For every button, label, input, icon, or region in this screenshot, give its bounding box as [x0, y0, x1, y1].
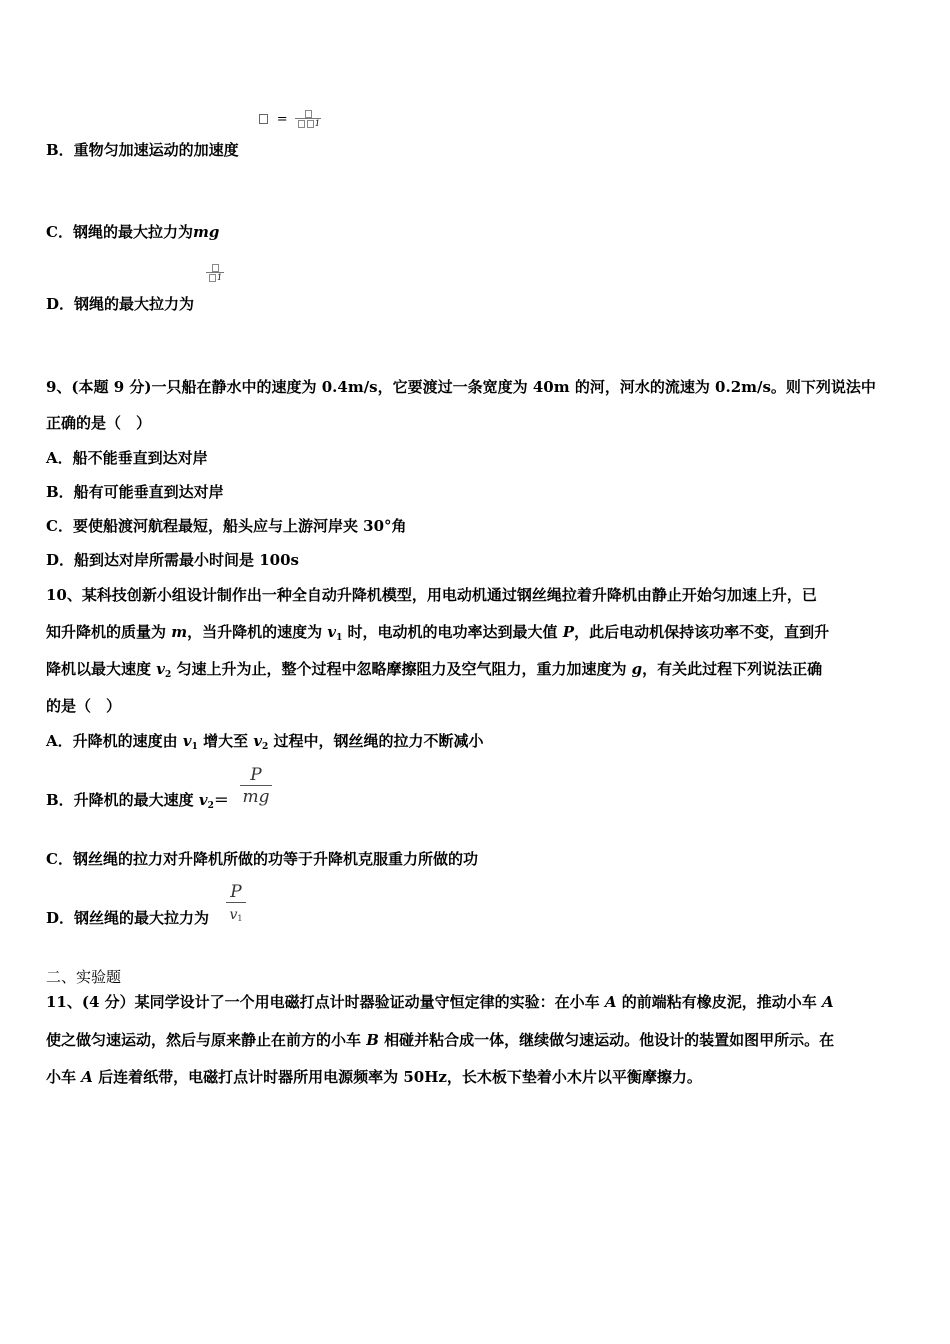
q11-stem-line1: 11、(4 分）某同学设计了一个用电磁打点计时器验证动量守恒定律的实验：在小车 A 的前端粘有橡皮泥，推动小车 A — [46, 993, 834, 1011]
q8-option-c: C．钢绳的最大拉力为mg — [46, 223, 220, 241]
formula-equals: = — [276, 111, 288, 127]
q8-option-d: D．钢绳的最大拉力为 — [46, 295, 195, 313]
q10-option-a: A．升降机的速度由 $v_1$ 增大至 $v_2$ 过程中，钢丝绳的拉力不断减小 — [46, 732, 484, 752]
q9-option-c: C．要使船渡河航程最短，船头应与上游河岸夹 30°角 — [46, 517, 407, 535]
q10-stem-line2: 知升降机的质量为 m，当升降机的速度为 $v_1$ 时，电动机的电功率达到最大值 P，此后电动机保持该功率不变，直到升 — [46, 623, 830, 643]
q10-option-d: D．钢丝绳的最大拉力为 — [46, 909, 210, 927]
var-mg: mg — [192, 223, 220, 241]
q9-stem-line2: 正确的是（ ） — [46, 414, 152, 432]
formula-p-over-mg: P mg — [240, 765, 272, 808]
q10-option-b: B．升降机的最大速度 $v_2=$ — [46, 791, 229, 811]
q9-option-a: A．船不能垂直到达对岸 — [46, 449, 208, 467]
formula-d-max-tension: 1 — [206, 262, 224, 283]
q8-option-b: B．重物匀加速运动的加速度 — [46, 141, 239, 159]
q11-stem-line3: 小车 A 后连着纸带，电磁打点计时器所用电源频率为 50Hz，长木板下垫着小木片以平衡摩擦力。 — [46, 1068, 702, 1086]
q10-stem-line4: 的是（ ） — [46, 697, 122, 715]
q9-option-d: D．船到达对岸所需最小时间是 100s — [46, 551, 299, 569]
q11-stem-line2: 使之做匀速运动，然后与原来静止在前方的小车 B 相碰并粘合成一体，继续做匀速运动。他设计的装置如图甲所示。在 — [46, 1031, 835, 1049]
q9-option-b: B．船有可能垂直到达对岸 — [46, 483, 224, 501]
formula-b-acceleration — [258, 108, 322, 129]
q9-stem-line1: 9、(本题 9 分)一只船在静水中的速度为 0.4m/s，它要渡过一条宽度为 40m 的河，河水的流速为 0.2m/s。则下列说法中 — [46, 378, 876, 396]
q10-stem-line3: 降机以最大速度 $v_2$ 匀速上升为止，整个过程中忽略摩擦阻力及空气阻力，重力加速度为 g，有关此过程下列说法正确 — [46, 660, 823, 680]
formula-fraction: 1 — [295, 108, 321, 129]
q10-option-c: C．钢丝绳的拉力对升降机所做的功等于升降机克服重力所做的功 — [46, 850, 478, 868]
formula-placeholder-glyph — [259, 114, 268, 124]
section-title: 二、实验题 — [46, 968, 122, 986]
q10-stem-line1: 10、某科技创新小组设计制作出一种全自动升降机模型，用电动机通过钢丝绳拉着升降机由静止开始匀加速上升，已 — [46, 586, 817, 604]
formula-p-over-v1: P v1 — [226, 882, 246, 930]
